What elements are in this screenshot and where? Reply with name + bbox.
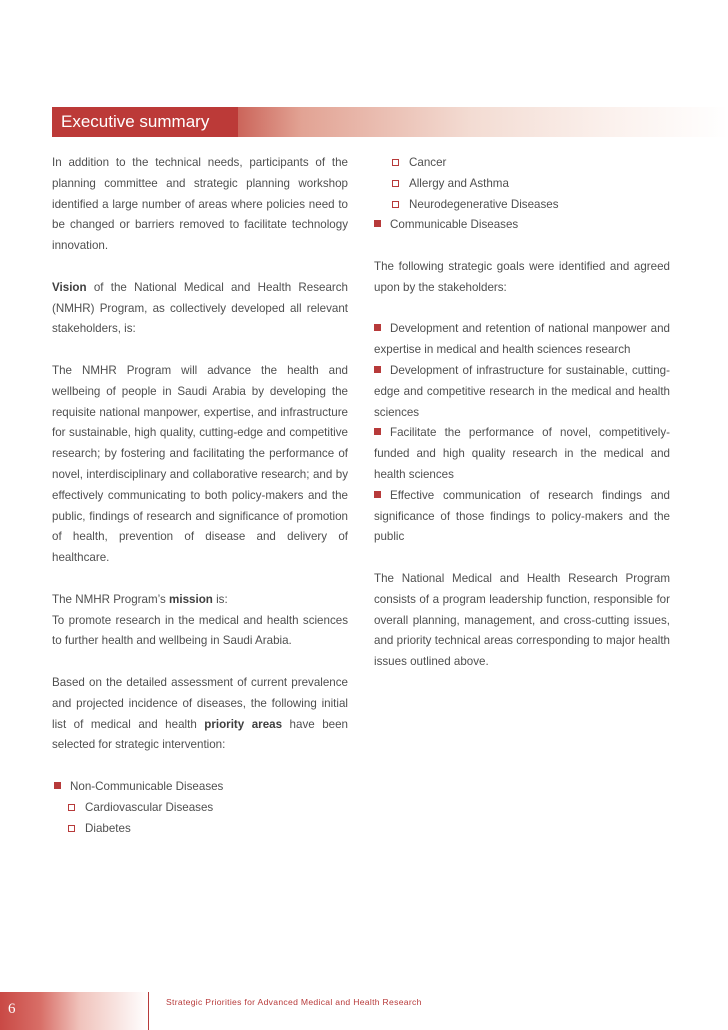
section-title: Executive summary: [52, 107, 238, 137]
vision-statement: The NMHR Program will advance the health and wellbeing of people in Saudi Arabia by developing the requisite national manpower, expertise, and infrastructure for sustainable, high quality, cutting-edge and competitive research; by fostering and facilitating the performance of novel, interdisciplinary and collaborative research; and by effectively communicating to both policy-makers and the public, findings of research and significance of promotion of health, prevention of disease and delivery of healthcare.: [52, 363, 348, 565]
priority-paragraph: [52, 673, 348, 756]
mission-statement: To promote research in the medical and health sciences to further health and wellbeing in Saudi Arabia.: [52, 613, 348, 648]
page-number: 6: [8, 1001, 16, 1017]
footer-title: Strategic Priorities for Advanced Medical and Health Research: [166, 997, 422, 1007]
open-square-bullet-icon: [392, 201, 399, 208]
intro-paragraph: In addition to the technical needs, participants of the planning committee and strategic planning workshop identified a large number of areas where policies need to be changed or barriers removed to facilitate technology innovation.: [52, 156, 348, 253]
square-bullet-icon: [374, 324, 381, 331]
mission-pre: The NMHR Program’s: [52, 592, 170, 606]
list-item: [52, 798, 348, 819]
open-square-bullet-icon: [68, 804, 75, 811]
mission-label: mission: [169, 592, 213, 606]
square-bullet-icon: [374, 428, 381, 435]
list-item: [374, 174, 670, 195]
goal-item: [374, 423, 670, 485]
square-bullet-icon: [374, 220, 381, 227]
list-item-label: Communicable Diseases: [390, 218, 519, 232]
goal-text: Development of infrastructure for sustainable, cutting-edge and competitive research in the medical and health sciences: [374, 363, 670, 419]
open-square-bullet-icon: [392, 180, 399, 187]
square-bullet-icon: [374, 491, 381, 498]
list-item-label: Neurodegenerative Diseases: [409, 197, 559, 211]
priority-pre: Based on the detailed assessment of current prevalence and projected incidence of diseases, the following initial list of medical and health: [52, 675, 348, 731]
list-item: [374, 215, 670, 236]
mission-post: is:: [212, 592, 228, 606]
priority-label: priority areas: [204, 717, 283, 731]
goal-item: [374, 361, 670, 423]
vision-lead: of the National Medical and Health Research (NMHR) Program, as collectively developed all relevant stakeholders, is:: [52, 280, 348, 336]
vision-label: Vision: [52, 280, 87, 294]
list-item-label: Allergy and Asthma: [409, 176, 509, 190]
goal-text: Effective communication of research findings and significance of those findings to policy-makers and the public: [374, 488, 670, 544]
list-item: [374, 153, 670, 174]
list-item: [52, 819, 348, 840]
vision-paragraph: [52, 278, 348, 340]
list-item-label: Diabetes: [85, 821, 131, 835]
left-column: [52, 153, 348, 839]
list-item-label: Cardiovascular Diseases: [85, 800, 214, 814]
goal-item: [374, 486, 670, 548]
list-item-label: Cancer: [409, 156, 447, 169]
footer-divider: [148, 992, 149, 1030]
priority-post: have been selected for strategic intervention:: [52, 717, 349, 752]
mission-heading: [52, 590, 348, 611]
page-number-band: [0, 992, 148, 1030]
list-item: [52, 777, 348, 798]
list-item-label: Non-Communicable Diseases: [70, 779, 224, 793]
open-square-bullet-icon: [392, 159, 399, 166]
goal-text: Facilitate the performance of novel, competitively-funded and high quality research in the medical and health sciences: [374, 426, 670, 481]
open-square-bullet-icon: [68, 825, 75, 832]
square-bullet-icon: [374, 366, 381, 373]
goals-intro: The following strategic goals were identified and agreed upon by the stakeholders:: [374, 259, 670, 294]
right-column: [374, 153, 670, 673]
square-bullet-icon: [54, 782, 61, 789]
list-item: [374, 195, 670, 216]
goal-text: Development and retention of national manpower and expertise in medical and health sciences research: [374, 322, 670, 357]
goal-item: [374, 319, 670, 361]
program-paragraph: The National Medical and Health Research Program consists of a program leadership function, responsible for overall planning, management, and cross-cutting issues, and priority technical areas corresponding to major health issues outlined above.: [374, 571, 670, 669]
